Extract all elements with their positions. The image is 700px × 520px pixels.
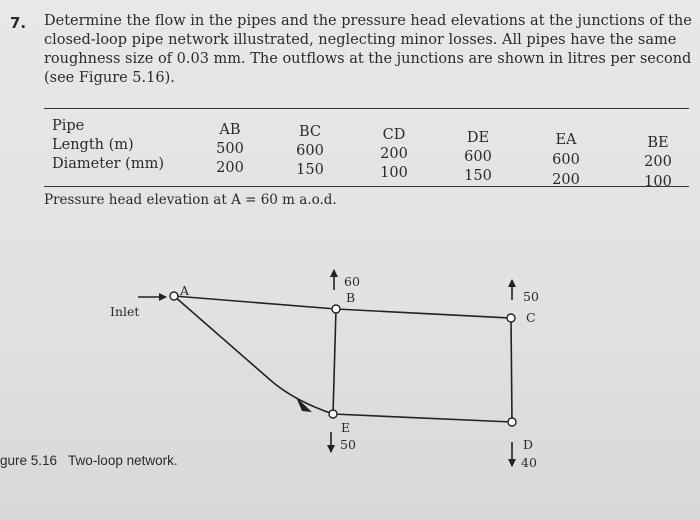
pipe-be: BE [647,135,669,151]
length-ab: 500 [216,141,244,157]
diameter-ea: 200 [552,172,580,188]
question-line: roughness size of 0.03 mm. The outflows at the junctions are shown in litres per second [44,51,692,67]
length-bc: 600 [296,143,324,159]
pipe-de-line [333,414,512,422]
outflow-c-label: 50 [523,289,539,304]
length-be: 200 [644,154,672,170]
question-line: Determine the flow in the pipes and the pressure head elevations at the junctions of the [44,13,692,29]
length-de: 600 [464,149,492,165]
outflow-d-label: 40 [521,455,537,470]
inlet-label: Inlet [110,304,140,319]
row-header-pipe: Pipe [52,118,85,134]
diameter-bc: 150 [296,162,324,178]
diameter-be: 100 [644,174,672,190]
pressure-note: Pressure head elevation at A = 60 m a.o.d. [44,192,337,208]
pipe-bc: BC [298,124,322,140]
node-c-label: C [526,310,536,325]
question-number: 7. [10,14,27,32]
row-header-diameter: Diameter (mm) [52,156,164,172]
diameter-ab: 200 [216,160,244,176]
diameter-cd: 100 [380,165,408,181]
diameter-de: 150 [464,168,492,184]
pipe-cd-line [511,318,512,422]
pipe-ab: AB [219,122,241,138]
pipe-de: DE [466,130,490,146]
node-e-label: E [341,420,351,435]
question-line: closed-loop pipe network illustrated, neglecting minor losses. All pipes have the same [44,32,677,48]
node-d-label: D [523,437,534,452]
row-header-length: Length (m) [52,137,134,153]
node-e [329,410,337,418]
node-b-label: B [346,290,356,305]
outflow-e-label: 50 [340,437,356,452]
pipe-ab-line [174,296,336,309]
node-b [332,305,340,313]
length-cd: 200 [380,146,408,162]
pipe-ea: EA [555,132,577,148]
pipe-cd: CD [382,127,406,143]
outflow-b-label: 60 [344,274,360,289]
figure-caption: gure 5.16 Two-loop network. [0,453,178,468]
pipe-ea-line [174,296,333,414]
node-a-label: A [180,283,190,298]
length-ea: 600 [552,152,580,168]
node-d [508,418,516,426]
pipe-bc-line [336,309,511,318]
node-c [507,314,515,322]
pipe-be-line [333,309,336,414]
node-a [170,292,178,300]
question-line: (see Figure 5.16). [44,70,175,86]
